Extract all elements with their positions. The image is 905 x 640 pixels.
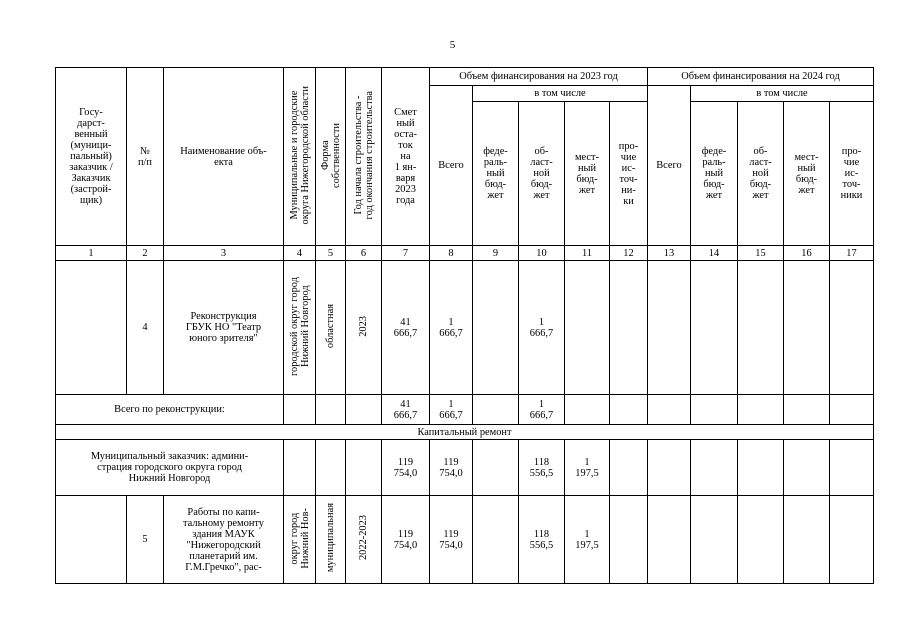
customer-other-2024: [830, 440, 874, 496]
section-row: [56, 425, 874, 440]
col-number: 10: [519, 246, 565, 261]
customer-total-2024: [648, 440, 691, 496]
header-federal-2023: феде- раль- ный бюд- жет: [473, 102, 519, 246]
row5-years: [346, 496, 382, 584]
row4-regional-2024: [738, 261, 784, 395]
total-estimate: 41 666,7: [382, 395, 430, 425]
col-number: 4: [284, 246, 316, 261]
row4-num: 4: [127, 261, 164, 395]
row4-other-2023: [610, 261, 648, 395]
col-number: 2: [127, 246, 164, 261]
total-other-2023: [610, 395, 648, 425]
header-municipality: [284, 68, 316, 246]
header-years: [346, 68, 382, 246]
row5-local-2023: 1 197,5: [565, 496, 610, 584]
col-number: 5: [316, 246, 346, 261]
row4-ownership-text: областная: [325, 303, 336, 349]
col-number: 15: [738, 246, 784, 261]
total-federal-2023: [473, 395, 519, 425]
row5-num: 5: [127, 496, 164, 584]
row5-regional-2024: [738, 496, 784, 584]
header-municipality-text: Муниципальные и городские округа Нижегородской области: [288, 85, 311, 225]
customer-label: Муниципальный заказчик: админи- страция городского округа город Нижний Новгород: [56, 440, 284, 496]
col-number: 16: [784, 246, 830, 261]
row4-regional-2023: 1 666,7: [519, 261, 565, 395]
header-federal-2024: феде- раль- ный бюд- жет: [691, 102, 738, 246]
customer-total-2023: 119 754,0: [430, 440, 473, 496]
customer-other-2023: [610, 440, 648, 496]
row5-estimate: 119 754,0: [382, 496, 430, 584]
header-customer: Госу- дарст- венный (муници- пальный) заказчик / Заказчик (застрой- щик): [56, 68, 127, 246]
row5-other-2023: [610, 496, 648, 584]
total-other-2024: [830, 395, 874, 425]
header-other-2023: про- чие ис- точ- ни- ки: [610, 102, 648, 246]
header-other-2024: про- чие ис- точ- ники: [830, 102, 874, 246]
header-financing-2024: Объем финансирования на 2024 год: [648, 68, 874, 86]
customer-federal-2024: [691, 440, 738, 496]
row4-years-text: 2023: [358, 315, 369, 337]
row4-estimate: 41 666,7: [382, 261, 430, 395]
header-ownership: [316, 68, 346, 246]
row4-ownership: [316, 261, 346, 395]
header-regional-2023: об- ласт- ной бюд- жет: [519, 102, 565, 246]
col-number: 11: [565, 246, 610, 261]
row4-federal-2023: [473, 261, 519, 395]
header-name: Наименование объ- екта: [164, 68, 284, 246]
header-total-2024: Всего: [648, 86, 691, 246]
total-local-2024: [784, 395, 830, 425]
row4-local-2024: [784, 261, 830, 395]
row5-federal-2023: [473, 496, 519, 584]
col-number: 7: [382, 246, 430, 261]
customer-years: [346, 440, 382, 496]
col-number: 6: [346, 246, 382, 261]
total-total-2023: 1 666,7: [430, 395, 473, 425]
row5-total-2023: 119 754,0: [430, 496, 473, 584]
table-row-repair: [56, 496, 874, 584]
row5-customer: [56, 496, 127, 584]
table-row-reconstruction-total: [56, 395, 874, 425]
row4-years: [346, 261, 382, 395]
header-years-text: Год начала строительства - год окончания строительства: [352, 90, 375, 220]
row5-municipality: [284, 496, 316, 584]
total-federal-2024: [691, 395, 738, 425]
row4-municipality-text: городской округ город Нижний Новгород: [288, 276, 311, 376]
header-row-1: [56, 68, 874, 86]
customer-regional-2024: [738, 440, 784, 496]
column-number-row: [56, 246, 874, 261]
row5-total-2024: [648, 496, 691, 584]
header-financing-2023: Объем финансирования на 2023 год: [430, 68, 648, 86]
row4-name: Реконструкция ГБУК НО "Театр юного зрителя": [164, 261, 284, 395]
row5-years-text: 2022-2023: [358, 515, 369, 561]
header-including-2023: в том числе: [473, 86, 648, 102]
row5-municipality-text: округ город Нижний Нов-: [288, 507, 311, 569]
col-number: 8: [430, 246, 473, 261]
header-num: № п/п: [127, 68, 164, 246]
financing-table: [55, 67, 874, 584]
row5-ownership: [316, 496, 346, 584]
row5-other-2024: [830, 496, 874, 584]
row5-regional-2023: 118 556,5: [519, 496, 565, 584]
row4-customer: [56, 261, 127, 395]
row5-federal-2024: [691, 496, 738, 584]
col-number: 14: [691, 246, 738, 261]
customer-estimate: 119 754,0: [382, 440, 430, 496]
customer-federal-2023: [473, 440, 519, 496]
customer-regional-2023: 118 556,5: [519, 440, 565, 496]
header-ownership-text: Форма собственности: [319, 122, 342, 188]
col-number: 13: [648, 246, 691, 261]
total-ownership: [316, 395, 346, 425]
customer-municipality: [284, 440, 316, 496]
col-number: 3: [164, 246, 284, 261]
total-municipality: [284, 395, 316, 425]
row4-other-2024: [830, 261, 874, 395]
col-number: 9: [473, 246, 519, 261]
table-row-reconstruction: [56, 261, 874, 395]
row4-total-2024: [648, 261, 691, 395]
row4-municipality: [284, 261, 316, 395]
header-local-2024: мест- ный бюд- жет: [784, 102, 830, 246]
header-total-2023: Всего: [430, 86, 473, 246]
col-number: 1: [56, 246, 127, 261]
total-total-2024: [648, 395, 691, 425]
row5-name: Работы по капи- тальному ремонту здания МАУК "Нижегородский планетарий им. Г.М.Гречко", рас-: [164, 496, 284, 584]
row5-ownership-text: муниципальная: [325, 503, 336, 573]
header-regional-2024: об- ласт- ной бюд- жет: [738, 102, 784, 246]
customer-local-2023: 1 197,5: [565, 440, 610, 496]
row4-local-2023: [565, 261, 610, 395]
total-reconstruction-label: Всего по реконструкции:: [56, 395, 284, 425]
row5-local-2024: [784, 496, 830, 584]
header-local-2023: мест- ный бюд- жет: [565, 102, 610, 246]
col-number: 12: [610, 246, 648, 261]
total-regional-2023: 1 666,7: [519, 395, 565, 425]
header-estimate: Смет ный оста- ток на 1 ян- варя 2023 года: [382, 68, 430, 246]
customer-ownership: [316, 440, 346, 496]
header-including-2024: в том числе: [691, 86, 874, 102]
total-years: [346, 395, 382, 425]
section-title: Капитальный ремонт: [56, 425, 874, 440]
page-number: 5: [449, 39, 456, 51]
table-row-customer: [56, 440, 874, 496]
total-regional-2024: [738, 395, 784, 425]
customer-local-2024: [784, 440, 830, 496]
col-number: 17: [830, 246, 874, 261]
row4-total-2023: 1 666,7: [430, 261, 473, 395]
row4-federal-2024: [691, 261, 738, 395]
total-local-2023: [565, 395, 610, 425]
